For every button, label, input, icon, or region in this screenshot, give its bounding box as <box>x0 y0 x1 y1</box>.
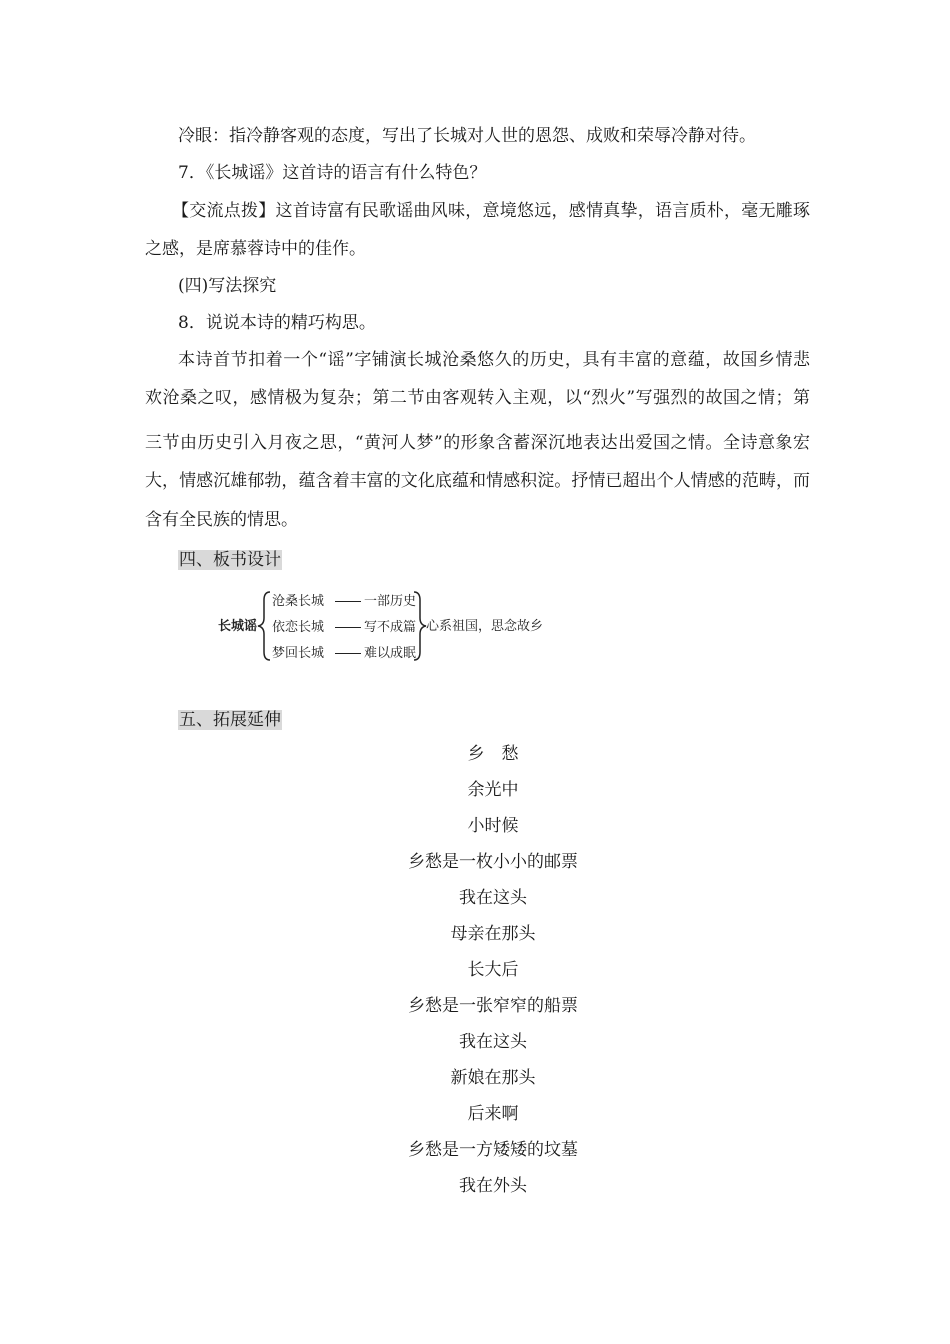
poem-line: 我在外头 <box>459 1176 527 1196</box>
answer-8-line-5: 含有全民族的情思。 <box>145 510 298 530</box>
answer-8-line-3: 三节由历史引入月夜之思，“黄河人梦”的形象含蓄深沉地表达出爱国之情。全诗意象宏 <box>145 433 810 453</box>
poem-line: 乡愁是一枚小小的邮票 <box>408 852 578 872</box>
poem-line: 小时候 <box>467 816 519 836</box>
poem-line: 乡愁是一方矮矮的坟墓 <box>408 1140 578 1160</box>
answer-7-line-2: 之感，是席慕蓉诗中的佳作。 <box>145 239 366 259</box>
board-conclusion: 心系祖国，思念故乡 <box>426 619 544 634</box>
poem-title: 乡 愁 <box>467 744 519 764</box>
question-7: 7．《长城谣》这首诗的语言有什么特色？ <box>178 163 487 183</box>
poem-line: 新娘在那头 <box>450 1068 536 1088</box>
board-row-left: 梦回长城 <box>272 646 325 661</box>
answer-8-line-1: 本诗首节扣着一个“谣”字铺演长城沧桑悠久的历史，具有丰富的意蕴，故国乡情悲 <box>178 350 810 370</box>
section-extension-label: 五、拓展延伸 <box>179 710 281 730</box>
board-row <box>272 642 416 661</box>
board-row-left: 沧桑长城 <box>272 594 325 609</box>
section-writing-technique: (四)写法探究 <box>178 276 277 296</box>
board-dash <box>335 601 361 602</box>
section-board-design <box>178 548 810 572</box>
board-row <box>272 616 416 635</box>
poem-author: 余光中 <box>467 780 519 800</box>
board-dash <box>335 627 361 628</box>
board-title: 长城谣 <box>218 619 258 634</box>
question-8: 8．说说本诗的精巧构思。 <box>178 313 376 333</box>
answer-8-line-2: 欢沧桑之叹，感情极为复杂；第二节由客观转入主观，以“烈火”写强烈的故国之情；第 <box>145 388 810 408</box>
poem-line: 后来啊 <box>467 1104 519 1124</box>
answer-7-line-1: 【交流点拨】这首诗富有民歌谣曲风味，意境悠远，感情真挚，语言质朴，毫无雕琢 <box>172 201 810 221</box>
poem-line: 母亲在那头 <box>450 924 536 944</box>
paragraph-lenyan: 冷眼：指冷静客观的态度，写出了长城对人世的恩怨、成败和荣辱冷静对待。 <box>178 126 756 146</box>
answer-8-line-4: 大，情感沉雄郁勃，蕴含着丰富的文化底蕴和情感积淀。抒情已超出个人情感的范畴，而 <box>145 471 810 491</box>
poem-line: 我在这头 <box>459 888 527 908</box>
section-extension <box>178 708 810 732</box>
board-row-right: 一部历史 <box>364 594 417 609</box>
section-board-design-label: 四、板书设计 <box>179 550 281 570</box>
board-dash <box>335 653 361 654</box>
board-row-right: 难以成眠 <box>364 646 417 661</box>
board-diagram <box>210 588 570 664</box>
poem-line: 我在这头 <box>459 1032 527 1052</box>
poem-line: 乡愁是一张窄窄的船票 <box>408 996 578 1016</box>
board-row-left: 依恋长城 <box>272 620 325 635</box>
poem-line: 长大后 <box>467 960 519 980</box>
board-row-right: 写不成篇 <box>364 620 417 635</box>
board-row <box>272 590 416 609</box>
